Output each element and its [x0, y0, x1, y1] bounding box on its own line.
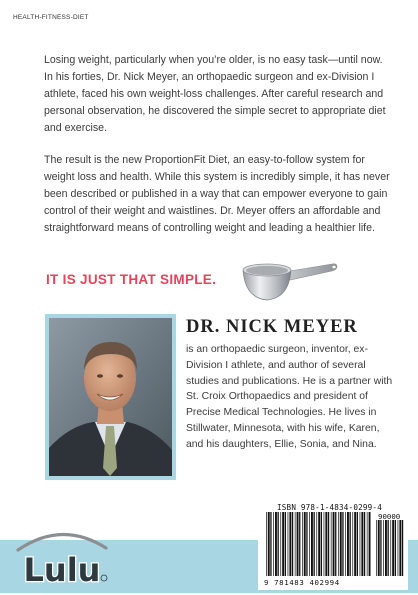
- measuring-cup-image: [240, 254, 340, 304]
- author-bio: is an orthopaedic surgeon, inventor, ex-Division I athlete, and author of several studies and publications. He is a partner with St. Croix Orthopaedics and president of Precise Medical Technologies. He lives in Stillwater, Minnesota, with his wife, Karen, and his daughters, Ellie, Sonia, and Nina.: [186, 344, 393, 450]
- lulu-logo-text: Lulu: [23, 551, 101, 588]
- description-paragraph-1: Losing weight, particularly when you’re older, is no easy task—until now. In his forties, Dr. Nick Meyer, an orthopaedic surgeon and ex-Division I athlete, faced his own weight-loss challenges. After careful research and personal observation, he discovered the simple secret to appropriate diet and exercise.: [44, 54, 386, 134]
- author-photo-frame: [45, 314, 176, 480]
- author-name: DR. NICK MEYER: [186, 317, 358, 337]
- barcode-addon-number: 90000: [378, 512, 401, 521]
- author-photo: [49, 318, 172, 476]
- category-label: HEALTH-FITNESS-DIET: [13, 14, 89, 21]
- barcode-number: 9 781483 402994: [264, 578, 340, 587]
- lulu-logo: [14, 526, 110, 588]
- description-paragraph-2: The result is the new ProportionFit Diet, an easy-to-follow system for weight loss and health. While this system is incredibly simple, it has never been described or published in a way that can empower everyone to gain control of their weight and waistlines. Dr. Meyer offers an affordable and straightforward means of controlling weight and leading a healthier life.: [44, 154, 390, 234]
- isbn-text: ISBN 978-1-4834-0299-4: [277, 503, 382, 512]
- tagline: IT IS JUST THAT SIMPLE.: [46, 272, 217, 287]
